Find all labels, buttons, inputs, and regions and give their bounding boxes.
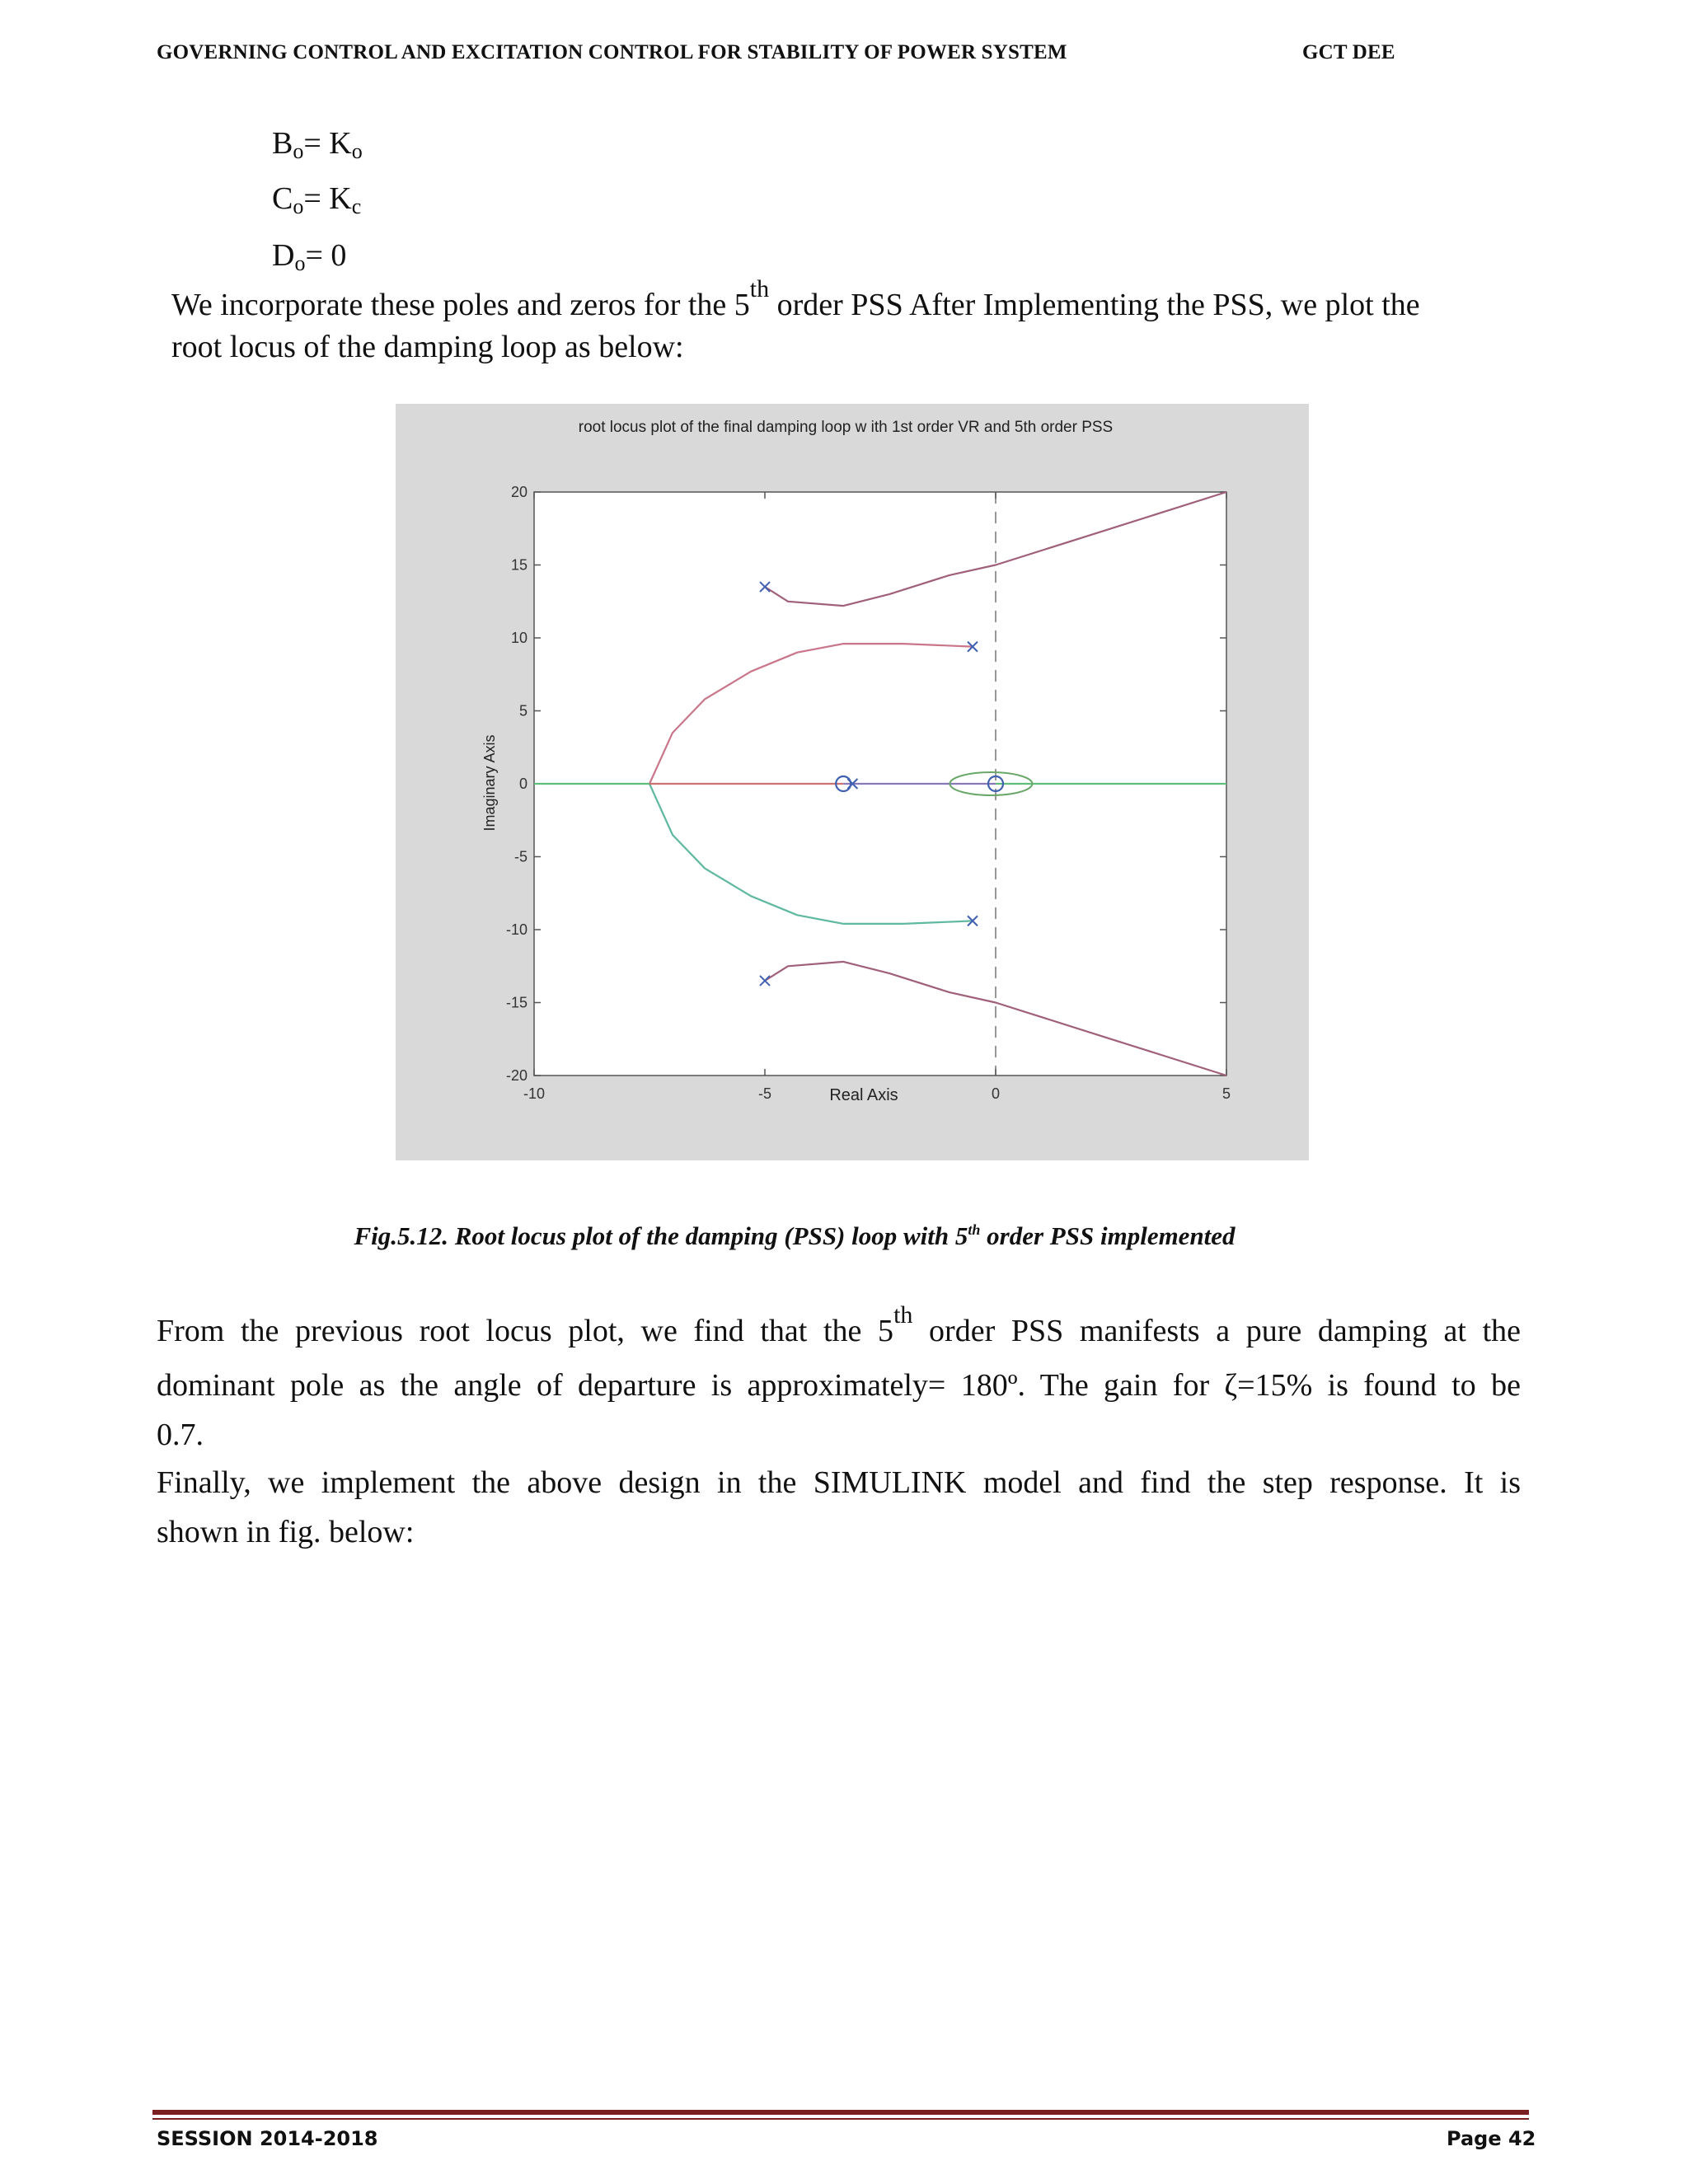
footer-session: SESSION 2014-2018 (157, 2127, 378, 2150)
running-header-title: GOVERNING CONTROL AND EXCITATION CONTROL FOR STABILITY OF POWER SYSTEM (157, 41, 1067, 63)
running-header-dept: GCT DEE (1302, 41, 1395, 63)
y-tick-label: 5 (518, 702, 528, 719)
x-tick-label: 0 (991, 1085, 1001, 1102)
footer-rule-thick (152, 2110, 1529, 2115)
root-locus-plot (396, 404, 1309, 1160)
figure-caption: Fig.5.12. Root locus plot of the damping (PSS) loop with 5th order PSS implemented (354, 1221, 1236, 1250)
body-p1-line-3: 0.7. (157, 1418, 204, 1452)
x-axis-label: Real Axis (829, 1086, 898, 1104)
intro-line-1: We incorporate these poles and zeros for the 5th order PSS After Implementing the PSS, we plot the (171, 275, 1420, 322)
footer-page-number: Page 42 (1447, 2127, 1536, 2150)
y-tick-label: -5 (513, 848, 528, 865)
y-tick-label: 10 (510, 630, 528, 646)
equation-c0: $C_o= K_c$ (272, 181, 362, 218)
y-axis-label: Imaginary Axis (481, 734, 498, 832)
body-p2-line-1: Finally, we implement the above design in the SIMULINK model and find the step response. It is (157, 1465, 1521, 1500)
chart-title: root locus plot of the final damping loop w ith 1st order VR and 5th order PSS (578, 419, 1114, 436)
x-tick-label: -5 (757, 1085, 772, 1102)
equation-d0: $D_o= 0$ (272, 238, 347, 275)
y-tick-label: -15 (505, 994, 528, 1011)
body-p1-line-2: dominant pole as the angle of departure is approximately= 180º. The gain for ζ=15% is found to be (157, 1368, 1521, 1403)
y-tick-label: 0 (518, 776, 528, 792)
equation-b0: $B_o= K_o$ (272, 126, 363, 163)
y-tick-label: -20 (505, 1067, 528, 1084)
y-tick-label: 15 (510, 556, 528, 574)
body-p2-line-2: shown in fig. below: (157, 1515, 415, 1549)
footer-rule-thin (152, 2118, 1529, 2120)
intro-line-2: root locus of the damping loop as below: (171, 330, 684, 364)
x-tick-label: 5 (1221, 1085, 1231, 1102)
x-tick-label: -10 (523, 1085, 546, 1102)
y-tick-label: 20 (510, 484, 528, 500)
y-tick-label: -10 (505, 921, 528, 938)
body-p1-line-1: From the previous root locus plot, we find that the 5th order PSS manifests a pure damping at the (157, 1301, 1521, 1348)
root-locus-figure (396, 404, 1309, 1160)
